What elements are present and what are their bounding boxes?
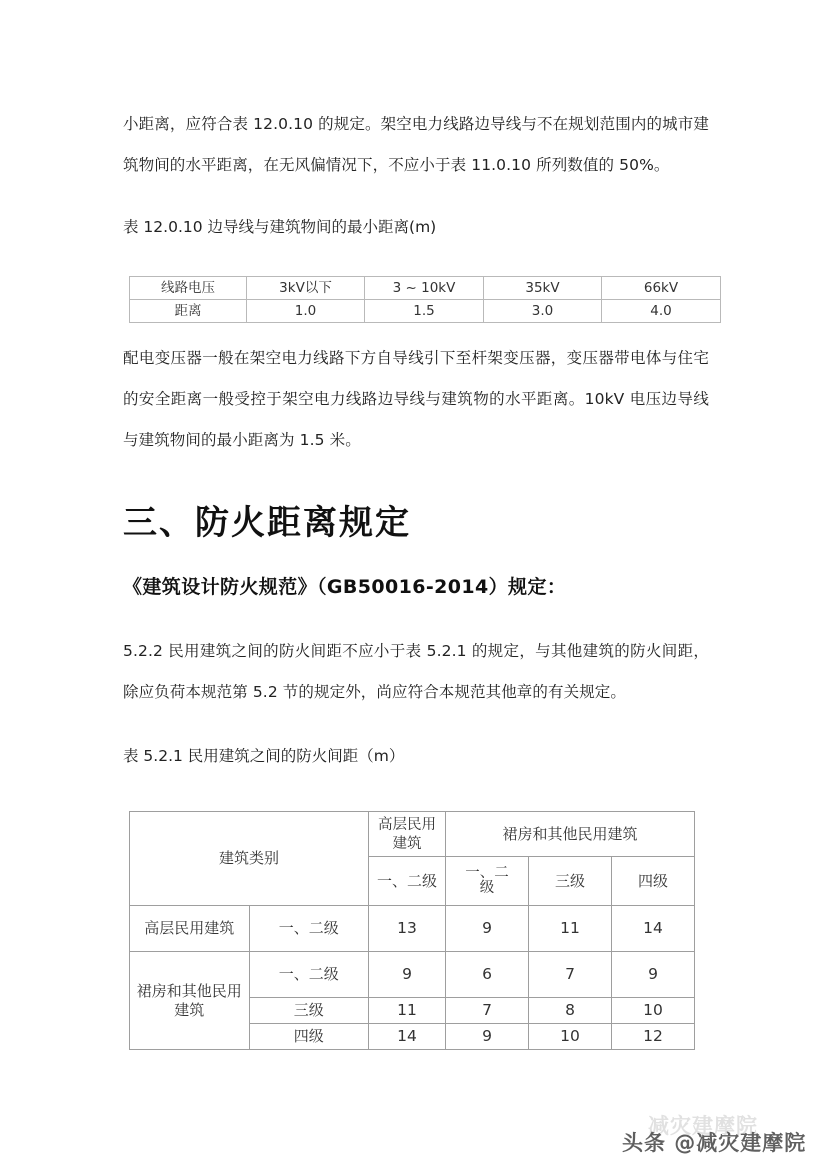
table-header-row bbox=[130, 812, 695, 857]
table-12-0-10 bbox=[129, 276, 721, 323]
row-header-voltage: 线路电压 bbox=[130, 277, 247, 300]
watermark-ghost: 减灾建摩院 bbox=[648, 1114, 758, 1138]
header-sub-podium-grade3: 三级 bbox=[529, 857, 612, 906]
header-building-category: 建筑类别 bbox=[130, 812, 369, 906]
table-row bbox=[130, 952, 695, 998]
row-grade: 一、二级 bbox=[249, 952, 369, 998]
paragraph-power-line-distance: 小距离，应符合表 12.0.10 的规定。架空电力线路边导线与不在规划范围内的城市建筑物间的水平距离，在无风偏情况下，不应小于表 11.0.10 所列数值的 50%。 bbox=[123, 115, 709, 174]
data-cell: 11 bbox=[369, 998, 446, 1024]
subtitle-standard-reference: 《建筑设计防火规范》（GB50016-2014）规定： bbox=[123, 576, 567, 598]
table-row bbox=[130, 277, 721, 300]
data-cell: 12 bbox=[612, 1024, 695, 1050]
data-cell: 14 bbox=[612, 906, 695, 952]
header-sub-podium-grade12 bbox=[446, 857, 529, 906]
table-5-2-1 bbox=[129, 811, 695, 1050]
distance-cell: 1.0 bbox=[247, 300, 365, 323]
voltage-cell: 35kV bbox=[484, 277, 602, 300]
header-sub-podium-grade4: 四级 bbox=[612, 857, 695, 906]
page-title-section-three: 三、防火距离规定 bbox=[123, 503, 411, 543]
data-cell: 10 bbox=[612, 998, 695, 1024]
data-cell: 13 bbox=[369, 906, 446, 952]
paragraph-clause-5-2-2: 5.2.2 民用建筑之间的防火间距不应小于表 5.2.1 的规定，与其他建筑的防火间距，除应负荷本规范第 5.2 节的规定外，尚应符合本规范其他章的有关规定。 bbox=[123, 642, 709, 701]
row-label-high-rise: 高层民用建筑 bbox=[130, 906, 250, 952]
row-grade: 一、二级 bbox=[249, 906, 369, 952]
table-row bbox=[130, 300, 721, 323]
data-cell: 9 bbox=[446, 1024, 529, 1050]
voltage-cell: 3 ~ 10kV bbox=[365, 277, 484, 300]
data-cell: 9 bbox=[369, 952, 446, 998]
row-grade: 四级 bbox=[249, 1024, 369, 1050]
header-sub-podium-grade12-line2: 级 bbox=[479, 880, 495, 896]
header-sub-high-rise-grade12: 一、二级 bbox=[369, 857, 446, 906]
voltage-cell: 3kV以下 bbox=[247, 277, 365, 300]
data-cell: 8 bbox=[529, 998, 612, 1024]
distance-cell: 4.0 bbox=[602, 300, 721, 323]
distance-cell: 1.5 bbox=[365, 300, 484, 323]
watermark-text: 头条 @减灾建摩院 bbox=[622, 1131, 807, 1155]
data-cell: 10 bbox=[529, 1024, 612, 1050]
data-cell: 11 bbox=[529, 906, 612, 952]
table-row bbox=[130, 906, 695, 952]
data-cell: 7 bbox=[446, 998, 529, 1024]
data-cell: 9 bbox=[612, 952, 695, 998]
watermark bbox=[622, 1114, 812, 1162]
data-cell: 14 bbox=[369, 1024, 446, 1050]
header-group-podium-other: 裙房和其他民用建筑 bbox=[446, 812, 695, 857]
caption-table-5-2-1: 表 5.2.1 民用建筑之间的防火间距（m） bbox=[123, 747, 405, 765]
row-grade: 三级 bbox=[249, 998, 369, 1024]
header-group-high-rise: 高层民用建筑 bbox=[378, 817, 436, 852]
caption-table-12-0-10: 表 12.0.10 边导线与建筑物间的最小距离(m) bbox=[123, 218, 437, 236]
header-sub-podium-grade12-line1: 一、二 bbox=[465, 864, 509, 881]
distance-cell: 3.0 bbox=[484, 300, 602, 323]
data-cell: 6 bbox=[446, 952, 529, 998]
paragraph-transformer-safety-distance: 配电变压器一般在架空电力线路下方自导线引下至杆架变压器，变压器带电体与住宅的安全距离一般受控于架空电力线路边导线与建筑物的水平距离。10kV 电压边导线与建筑物间的最小距离为 1.5 米。 bbox=[123, 349, 709, 449]
voltage-cell: 66kV bbox=[602, 277, 721, 300]
data-cell: 9 bbox=[446, 906, 529, 952]
data-cell: 7 bbox=[529, 952, 612, 998]
row-header-distance: 距离 bbox=[130, 300, 247, 323]
row-label-podium-other: 裙房和其他民用建筑 bbox=[130, 952, 250, 1050]
